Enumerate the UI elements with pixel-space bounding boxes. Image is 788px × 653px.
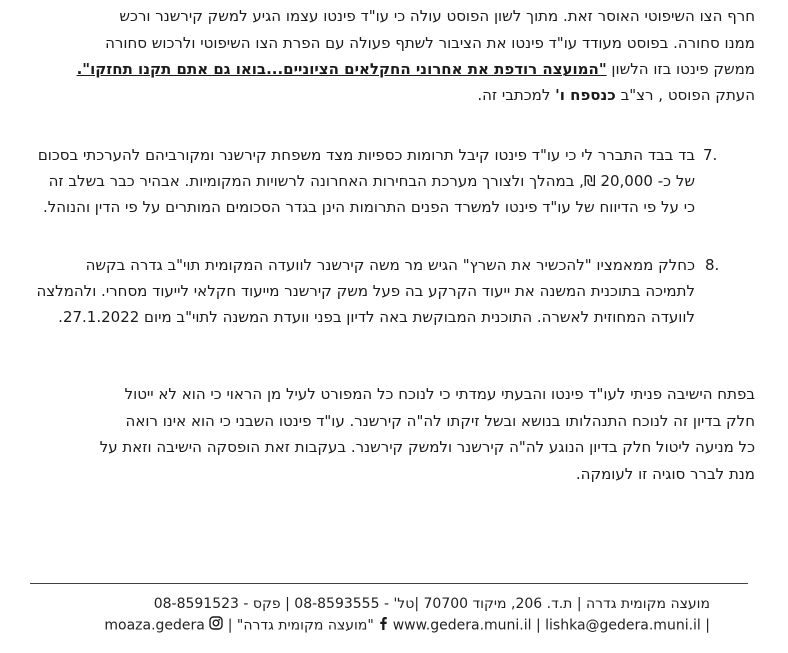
item-7-line-1: בד בבד התברר לי כי עו"ד פינטו קיבל תרומות כספיות מצד משפחת קירשנר ומקורביהם להערכתי בסכום [37, 146, 695, 164]
item-7-line-3: כי על פי הדיווח של עו"ד פינטו למשרד הפנים התרומות הינן בגדר הסכומים המותרים על פי הדין והנוהל. [42, 198, 695, 216]
intro-line-1: חרף הצו השיפוטי האוסר זאת. מתוך לשון הפוסט עולה כי עו"ד פינטו עצמו הגיע למשק קירשנר ורכש [119, 7, 755, 25]
item-8-line-3: לוועדה המחוזית לאשרה. התוכנית המבוקשת באה לדיון בפני וועדת המשנה לתוי"ב מיום 27.1.2022. [58, 308, 695, 326]
intro-line-4 [477, 85, 755, 105]
instagram-icon[interactable] [209, 616, 223, 635]
footer-links[interactable]: | www.gedera.muni.il | lishka@gedera.muni.il [392, 617, 710, 634]
intro-line-3-text: ממשק פינטו בזו הלשון [611, 60, 755, 78]
footer-contact-line: מועצה מקומית גדרה | ת.ד. 206, מיקוד 70700 |טל' - 08-8593555 | פקס - 08-8591523 [153, 596, 710, 612]
item-number: 7. [703, 146, 718, 164]
intro-line-3 [77, 59, 755, 79]
intro-line-4-text: העתק הפוסט , רצ"ב [620, 86, 755, 104]
item-8-line-2: לתמיכה בתוכנית המשנה את ייעוד הקרקע בה פעל משק קירשנר מייעוד חקלאי לייעוד מסחרי. ולהמלצה [36, 282, 695, 300]
item-7-line-2: של כ- 20,000 ₪, במהלך ולצורך מערכת הבחירות האחרונה לרשויות המקומיות. אבהיר כבר בשלב זה [48, 172, 695, 190]
item-number: 8. [705, 256, 720, 274]
appendix-ref: כנספח ו' [555, 86, 616, 104]
intro-line-4-end: למכתבי זה. [477, 86, 551, 104]
footer-links-line [104, 616, 710, 635]
footer-divider [30, 583, 748, 584]
closing-line-3: כל מניעה ליטול חלק בדיון הנוגע לה"ה קירשנר ולמשק קירשנר. בעקבות זאת הופסקה הישיבה וזאת על [99, 438, 755, 456]
closing-line-2: חלק בדיון זה לנוכח התנהלותו בנושא ובשל זיקתו לה"ה קירשנר. עו"ד פינטו השבני כי הוא אינו רואה [125, 412, 755, 430]
instagram-handle[interactable]: moaza.gedera [104, 617, 205, 634]
facebook-page-name[interactable]: "מועצה מקומית גדרה" | [227, 617, 374, 634]
closing-line-1: בפתח הישיבה פניתי לעו"ד פינטו והבעתי עמדתי כי לנוכח כל המפורט לעיל מן הראוי כי הוא לא ייטול [124, 385, 755, 403]
intro-line-2: ממנו סחורה. בפוסט מעודד עו"ד פינטו את הציבור לשתף פעולה עם הפרת הצו השיפוטי ולרכוש סחורה [105, 34, 755, 52]
item-8-line-1: כחלק ממאמציו "להכשיר את השרץ" הגיש מר משה קירשנר לוועדה המקומית תוי"ב גדרה בקשה [85, 256, 695, 274]
facebook-icon[interactable] [378, 616, 388, 635]
closing-line-4: מנת לברר סוגיה זו לעומקה. [575, 465, 755, 483]
post-quote: "המועצה רודפת את אחרוני החקלאים הציוניים...בואו גם אתם תקנו תחזקו". [76, 60, 607, 78]
